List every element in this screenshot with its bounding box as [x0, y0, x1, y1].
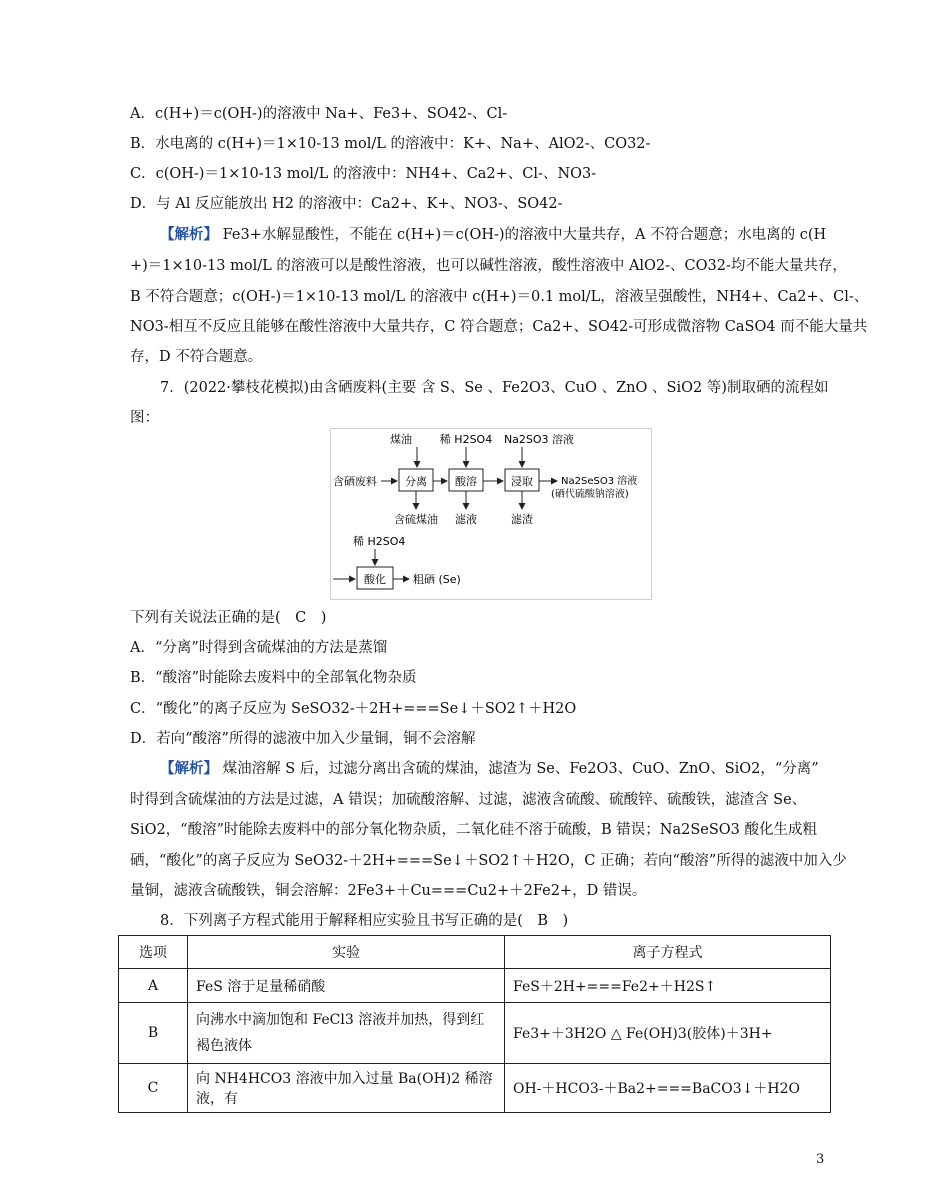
table-header: 选项	[119, 936, 188, 969]
option-d: D．若向“酸溶”所得的滤液中加入少量铜，铜不会溶解	[130, 731, 476, 747]
table-row	[119, 1003, 831, 1064]
step3-output-label: 滤渣	[511, 513, 533, 526]
table-cell: FeS＋2H+===Fe2+＋H2S↑	[505, 969, 831, 1003]
option-a: A．c(H+)＝c(OH-)的溶液中 Na+、Fe3+、SO42-、Cl-	[130, 106, 508, 122]
question-7-stem: 7．(2022·攀枝花模拟)由含硒废料(主要 含 S、Se 、Fe2O3、CuO 、ZnO 、SiO2 等)制取硒的流程如	[160, 380, 829, 396]
option-b: B．水电离的 c(H+)＝1×10-13 mol/L 的溶液中：K+、Na+、AlO2-、CO32-	[130, 136, 651, 152]
option-b: B．“酸溶”时能除去废料中的全部氧化物杂质	[130, 670, 417, 686]
step3-input-label: Na2SO3 溶液	[503, 433, 575, 446]
step4-label: 酸化	[364, 573, 386, 586]
table-cell: OH-＋HCO3-＋Ba2+===BaCO3↓＋H2O	[505, 1064, 831, 1113]
flowchart-svg	[331, 429, 651, 599]
step2-label: 酸溶	[455, 475, 477, 488]
table-cell: B	[119, 1003, 188, 1064]
analysis-line: 硒，“酸化”的离子反应为 SeO32-＋2H+===Se↓＋SO2↑＋H2O，C 正确；若向“酸溶”所得的滤液中加入少	[130, 853, 847, 869]
feed-label: 含硒废料	[333, 475, 377, 488]
analysis-line: 存，D 不符合题意。	[130, 349, 263, 365]
step1-label: 分离	[405, 475, 427, 488]
step2-output-label: 滤液	[455, 513, 477, 526]
table-row	[119, 1064, 831, 1113]
option-d: D．与 Al 反应能放出 H2 的溶液中：Ca2+、K+、NO3-、SO42-	[130, 196, 563, 212]
analysis-line: NO3-相互不反应且能够在酸性溶液中大量共存，C 符合题意；Ca2+、SO42-可形成微溶物 CaSO4 而不能大量共	[130, 319, 868, 335]
table-cell: A	[119, 969, 188, 1003]
table-header: 实验	[188, 936, 505, 969]
product2-label: 粗硒 (Se)	[413, 573, 461, 586]
table-cell: 向沸水中滴加饱和 FeCl3 溶液并加热，得到红褐色液体	[188, 1003, 505, 1064]
analysis-line: +)＝1×10-13 mol/L 的溶液可以是酸性溶液，也可以碱性溶液，酸性溶液中 AlO2-、CO32-均不能大量共存，	[130, 258, 847, 274]
analysis-line: B 不符合题意；c(OH-)＝1×10-13 mol/L 的溶液中 c(H+)＝0.1 mol/L，溶液呈强酸性，NH4+、Ca2+、Cl-、	[130, 289, 869, 305]
flowchart	[330, 428, 652, 600]
option-a: A．“分离”时得到含硫煤油的方法是蒸馏	[130, 640, 388, 656]
option-c: C．“酸化”的离子反应为 SeSO32-＋2H+===Se↓＋SO2↑＋H2O	[130, 701, 577, 717]
table-cell: C	[119, 1064, 188, 1113]
answer-table	[118, 935, 831, 1113]
table-cell: FeS 溶于足量稀硝酸	[188, 969, 505, 1003]
analysis-line: 量铜，滤液含硫酸铁，铜会溶解：2Fe3+＋Cu===Cu2+＋2Fe2+，D 错误。	[130, 883, 647, 899]
step3-label: 浸取	[511, 475, 533, 488]
table-cell: Fe3+＋3H2O △ Fe(OH)3(胶体)＋3H+	[505, 1003, 831, 1064]
table-header-row	[119, 936, 831, 969]
question-7-prompt: 下列有关说法正确的是( C )	[130, 610, 327, 626]
question-7-stem: 图：	[130, 410, 159, 426]
analysis-line: 【解析】 Fe3+水解显酸性，不能在 c(H+)＝c(OH-)的溶液中大量共存，A 不符合题意；水电离的 c(H	[160, 226, 827, 243]
question-8-stem: 8．下列离子方程式能用于解释相应实验且书写正确的是( B )	[160, 913, 569, 929]
page-number: 3	[816, 1152, 825, 1167]
step4-input-label: 稀 H2SO4	[353, 535, 406, 548]
product1-label: Na2SeSO3 溶液	[561, 476, 638, 487]
step1-output-label: 含硫煤油	[394, 513, 438, 526]
step1-input-label: 煤油	[390, 433, 412, 446]
table-header: 离子方程式	[505, 936, 831, 969]
analysis-line: SiO2，“酸溶”时能除去废料中的部分氧化物杂质，二氧化硅不溶于硫酸，B 错误；Na2SeSO3 酸化生成粗	[130, 822, 817, 838]
analysis-line: 【解析】 煤油溶解 S 后，过滤分离出含硫的煤油，滤渣为 Se、Fe2O3、CuO、ZnO、SiO2，“分离”	[160, 760, 819, 777]
step2-input-label: 稀 H2SO4	[439, 433, 493, 446]
table-cell: 向 NH4HCO3 溶液中加入过量 Ba(OH)2 稀溶液，有	[188, 1064, 505, 1113]
table-row	[119, 969, 831, 1003]
option-c: C．c(OH-)＝1×10-13 mol/L 的溶液中：NH4+、Ca2+、Cl-、NO3-	[130, 166, 597, 182]
analysis-line: 时得到含硫煤油的方法是过滤，A 错误；加硫酸溶解、过滤，滤液含硫酸、硫酸锌、硫酸铁，滤渣含 Se、	[130, 792, 807, 808]
product1-note: (硒代硫酸钠溶液)	[551, 489, 629, 500]
